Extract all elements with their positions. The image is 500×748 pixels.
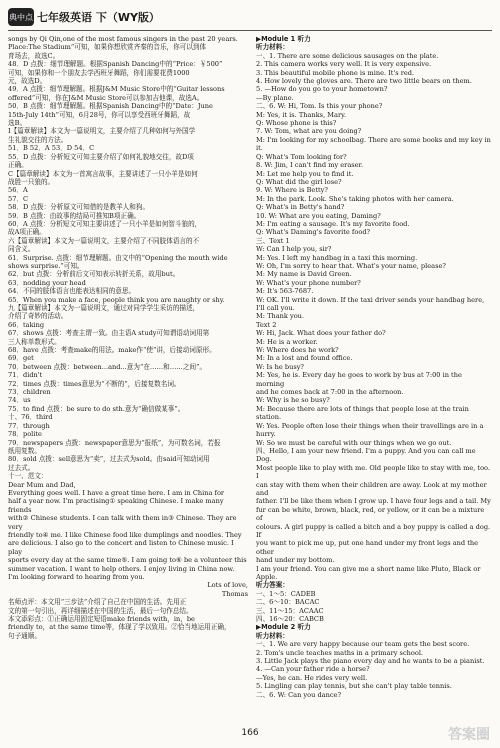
text-line: 72．times 点拨：times意思为“不断的”，后接复数名词。 [8,379,181,388]
text-line: sports every day at the same time⑤. I am going to⑥ be a volunteer this [8,556,247,565]
text-line: 听力材料： [256,631,289,640]
text-line: 68．have 点拨：考查make的用法。make作“使”讲，后接动词原形。 [8,346,216,355]
text-line: W: Where does he work? [256,346,339,355]
text-line: shows surprise.”可知。 [8,261,84,270]
text-line: Dear Mum and Dad, [8,480,76,489]
text-line: 2. This camera works very well. It is very expensive. [256,60,432,69]
text-line: 3. This beautiful mobile phone is mine. It's red. [256,68,415,77]
text-line: 8. W: Jim, I can't find my eraser. [256,161,364,170]
text-line: 生礼貌交往的方法。 [8,135,68,144]
text-line: 二、6. W: Can you dance? [256,690,341,699]
text-line: Ⅰ【篇章解读】本文为一篇说明文，主要介绍了几种如何与外国学 [8,127,196,136]
text-line: ▶Module 1 听力 [256,35,311,43]
text-line: 二、6～10：BACAC [256,598,320,607]
text-line: 战胜一只狼的。 [8,177,55,186]
text-line: W: OK. I'll write it down. If the taxi driver sends your handbag here, [256,295,485,304]
text-line: Q: What's in Betty's hand? [256,203,345,212]
text-line: summer vacation. I want to help others. I enjoy living in China now. [8,564,235,573]
text-line: W: Yes. People often lose their things when their travellings are in a [256,421,484,430]
text-line: W: Is he busy? [256,362,304,371]
text-line: hand under my bottom. [256,556,335,565]
text-line: M: Yes, he is. Every day he goes to work by bus at 7:00 in the morning [256,371,462,388]
text-line: 73．children [8,388,51,397]
text-line: 二、6. W: Hi, Tom. Is this your phone? [256,102,383,111]
text-line: 64．不同的肢体语言也能表达相同的意思。 [8,287,136,296]
text-line: Most people like to play with me. Old people like to stay with me, too. I [256,463,490,481]
text-line: Text 2 [256,320,277,329]
text-line: M: He is a worker. [256,337,318,346]
text-line: friendly to④ me. I like Chinese food like dumplings and noodles. They [8,530,242,539]
text-line: 61．Surprise. 点拨：细节理解题。由文中的“Opening the mouth wide [8,253,228,262]
text-line: W: So we must be careful with our things when we go out. [256,438,452,447]
text-line: 74．us [8,396,31,405]
text-line: 51．B 52．A 53．D 54．C [8,144,95,153]
text-line: Q: Whose phone is this? [256,119,337,128]
text-line: father. I'll be like them when I grow up. I have four legs and a tail. My [256,497,491,506]
text-line: 十、76．third [8,413,53,422]
text-line: can stay with them when their children are away. Look at my mother and [256,480,487,497]
text-line: M: In a lost and found office. [256,354,353,363]
text-line: 67．shows 点拨：考查主谓一致。由主语A study可知谓语动词用第 [8,329,210,338]
text-line: you want to pick me up, put one hand under my front legs and the other [256,539,479,556]
text-line: —Yes, he can. He rides very well. [256,673,368,682]
text-line: Q: What's Tom looking for? [256,152,347,161]
text-line: 一、1. There are some delicious sausages on the plate. [256,51,439,60]
book-title: 七年级英语 下（WY版） [37,11,160,24]
text-line: 选B。 [8,119,27,128]
text-line: Lots of love, [207,581,248,590]
text-line: Thomas [221,589,248,598]
text-line: with② Chinese students. I can talk with them in③ Chinese. They are very [8,514,237,531]
left-column [8,35,248,725]
text-line: W: Can I help you, sir? [256,245,332,254]
text-line: 元，故选D。 [8,77,47,86]
watermark: 答案圈 [448,727,490,743]
text-line: W: Hi, Jack. What does your father do? [256,329,386,338]
text-line: songs by Qi Qin,one of the most famous singers in the past 20 years. [8,35,238,43]
text-line: 三、11～15：ACAAC [256,606,324,615]
text-line: 49．A 点拨：细节理解题。根据J&M Music Store中的“Guitar lessons [8,85,225,94]
text-line: I'm looking forward to hearing from you. [8,573,145,581]
text-line: 4. How lovely the gloves are. There are two little bears on them. [256,77,472,86]
text-line: M: In the park. Look. She's taking photos with her camera. [256,194,454,203]
text-line: 80．sold 点拨：sell意思为“卖”，过去式为sold。由said可知动词用 [8,455,210,464]
text-line: 57．C [8,194,29,203]
text-line: 本文添彩点：①正确运用固定短语make friends with，in，be [8,615,195,624]
text-line: 5. Lingling can play tennis, but she can't play table tennis. [256,682,452,691]
text-line: M: It's 563-7687. [256,287,314,296]
text-line: 15th-July 14th”可知，6月28号，你可以享受西班牙舞蹈，故 [8,110,191,119]
text-line: 十一、范文： [8,472,48,481]
text-line: offered”可知，你在J&M Music Store可以参加吉他课，故选A。 [8,93,204,102]
text-line: 介绍了奇妙的活动。 [8,312,68,321]
text-line: 过去式。 [8,463,35,472]
text-line: 2. Tom's uncle teaches maths in a primary school. [256,648,424,657]
text-line: 句子通顺。 [8,631,41,640]
text-line: 文的第一句引出，再详细描述在中国的生活，最后一句作总结。 [8,606,193,615]
text-line: 62．but 点拨：分析前后文可知表示转折关系，故用but。 [8,270,180,279]
text-line: 78．polite [8,430,42,439]
text-line: 三人称单数形式。 [8,337,61,346]
text-line: 4. —Can your father ride a horse? [256,665,370,674]
text-line: colours. A girl puppy is called a bitch and a boy puppy is called a dog. If [256,522,491,539]
text-line: and he comes back at 7:00 in the afternoon. [256,388,404,397]
text-line: 四、Hello, I am your new friend. I'm a puppy. And you can call me Dog. [256,446,476,464]
text-line: 育场去，故选C。 [8,51,60,60]
text-line: Everything goes well. I have a great time here. I am in China for [8,488,225,497]
text-line: 故A项正确。 [8,228,46,237]
text-line: 70．between 点拨：between...and...意为“在……和……之间”。 [8,362,207,371]
text-line: 63．nodding your head [8,278,86,287]
text-line: 纸用复数。 [8,446,41,455]
text-line: 5. —How do you go to your hometown? [256,85,388,94]
text-line: 可知，如果你和一个朋友去学西班牙舞蹈，你们需要花费1000 [8,68,190,77]
text-line: Q: What's Daming's favorite food? [256,228,371,237]
text-line: 71．didn't [8,371,43,380]
text-line: hurry. [256,430,276,439]
text-line: 58．D 点拨：分析原文可知借的是教羊人和狗。 [8,203,150,212]
text-line: C【篇章解读】本文为一首寓言故事，主要讲述了一只小羊是如何 [8,169,198,178]
text-line: 7. W: Tom, what are you doing? [256,127,362,136]
text-line: 55．D 点拨：分析短文可知主要介绍了如何礼貌地交往，故D项 [8,152,194,161]
text-line: half a year now. I'm practising① speaking Chinese. I make many friends [8,497,224,514]
text-line: 56．A [8,186,28,195]
text-line: 66．taking [8,320,45,329]
text-line: 正确。 [8,161,28,170]
book-logo: 典中点 [8,8,34,26]
text-line: 听力材料： [256,43,289,52]
text-line: M: Yes, it is. Thanks, Mary. [256,110,347,119]
text-line: 48．D 点拨：细节理解题。根据Spanish Dancing中的“Price：￥500” [8,60,223,69]
text-line: friendly to，at the same time等，体现了学以致用。②恰当地运用正确， [8,623,231,632]
text-line: W: Oh, I'm sorry to hear that. What's your name, please? [256,261,446,270]
text-line: 10. W: What are you eating, Daming? [256,211,381,220]
text-line: W: Why is he so busy? [256,396,330,405]
right-column [256,35,492,725]
text-line: 65．When you make a face, people think you are naughty or shy. [8,295,225,304]
text-line: M: Yes. I left my handbag in a taxi this morning. [256,253,418,262]
text-line: 59．B 点拨：由故事的结局可推知B项正确。 [8,211,141,220]
page-number: 166 [241,728,259,738]
text-line: 3. Little Jack plays the piano every day and he wants to be a pianist. [256,657,485,666]
text-line: I'll call you. [256,304,295,312]
text-line: 50．B 点拨：细节理解题。根据Spanish Dancing中的“Date：June [8,102,213,111]
text-line: it. [256,144,263,153]
text-line: 六【篇章解读】本文为一篇说明文，主要介绍了不同肢体语言的不 [8,236,200,245]
text-line: 79．newspapers 点拨：newspaper意思为“报纸”，为可数名词，若报 [8,438,221,447]
text-line: 69．get [8,354,34,363]
text-line: M: I'm eating a sausage. It's my favorite food. [256,219,410,228]
text-line: 9. W: Where is Betty? [256,186,328,195]
text-line: Q: What did the girl lose? [256,177,342,186]
page-header [8,6,492,28]
text-line: 一、1～5：CADEB [256,589,316,598]
text-line: I am your friend. You can give me a short name like Pluto, Black or [256,564,481,573]
text-line: 77．through [8,421,50,430]
text-line: Apple. [256,573,278,581]
text-line: 三、Text 1 [256,236,290,245]
text-line: M: I'm looking for my schoolbag. There are some books and my key in [256,135,491,144]
text-line: M: Let me help you to find it. [256,169,354,178]
header-rule [8,30,492,31]
text-line: 四、16～20：CABCB [256,615,324,624]
text-line: M: Because there are lots of things that people lose at the train station. [256,404,469,422]
text-line: 听力答案： [256,581,289,590]
text-line: M: My name is David Green. [256,270,352,279]
text-line: are delicious. I also go to the concert and listen to Chinese music. I play [8,539,234,556]
text-line: 75．to find 点拨：be sure to do sth.意为“确信做某事”。 [8,404,185,413]
text-line: 九【篇章解读】本文为一篇说明文，通过对同学学生采访的描述， [8,304,200,312]
text-line: 名师点评：本文用“三步法”介绍了自己在中国的生活。先用正 [8,598,187,607]
text-line: —By plane. [256,93,294,102]
text-line: 一、1. We are very happy because our team gets the best score. [256,640,470,649]
text-line: ▶Module 2 听力 [256,623,311,632]
text-line: M: Thank you. [256,312,305,321]
text-line: 60．A 点拨：分析短文可知主要讲述了一只小羊是如何智斗狼的， [8,219,202,228]
text-line: fur can be white, brown, black, red, or yellow, or it can be a mixture of [256,505,485,523]
text-line: W: What's your phone number? [256,278,361,287]
text-line: Place:The Stadium”可知，如果你想欣赏齐秦的音乐，你可以到体 [8,43,207,52]
text-line: 同含义。 [8,245,35,254]
